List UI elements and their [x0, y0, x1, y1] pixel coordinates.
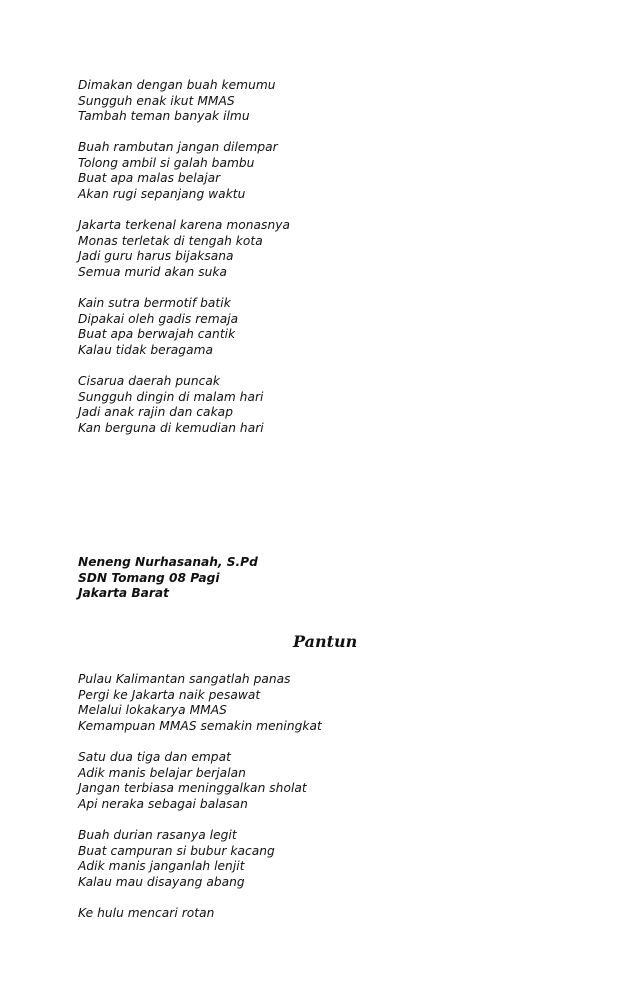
poem-line: Kalau tidak beragama [78, 342, 214, 357]
poem-line: Buah durian rasanya legit [78, 828, 237, 842]
poem-line: Akan rugi sepanjang waktu [78, 186, 246, 201]
page-title: Pantun [293, 632, 358, 651]
stanza-4 [78, 296, 578, 358]
stanza-3 [78, 218, 578, 280]
poem-line: Pulau Kalimantan sangatlah panas [78, 672, 291, 686]
poem-line: Buat apa malas belajar [78, 171, 221, 186]
stanza-1 [78, 78, 578, 125]
poem-line: Adik manis janganlah lenjit [78, 859, 245, 874]
poem-line: Jadi anak rajin dan cakap [78, 405, 233, 420]
stanza-6 [78, 672, 578, 734]
stanza-7 [78, 750, 578, 812]
poem-line: Tolong ambil si galah bambu [78, 155, 255, 170]
poem-line: Api neraka sebagai balasan [78, 796, 248, 811]
author-name: Neneng Nurhasanah, S.Pd [78, 555, 258, 569]
poem-line: Pergi ke Jakarta naik pesawat [78, 687, 261, 702]
stanza-8 [78, 828, 578, 890]
stanza-5 [78, 374, 578, 436]
poem-line: Buat campuran si bubur kacang [78, 843, 275, 858]
poem-line: Semua murid akan suka [78, 264, 228, 279]
poem-line: Sungguh enak ikut MMAS [78, 93, 235, 108]
poem-line: Jangan terbiasa meninggalkan sholat [78, 781, 307, 796]
poem-line: Ke hulu mencari rotan [78, 906, 215, 920]
poem-line: Dipakai oleh gadis remaja [78, 311, 239, 326]
poem-line: Cisarua daerah puncak [78, 374, 221, 388]
poem-line: Monas terletak di tengah kota [78, 233, 263, 248]
poem-line: Kain sutra bermotif batik [78, 296, 231, 310]
poem-line: Buah rambutan jangan dilempar [78, 140, 278, 154]
poem-line: Kemampuan MMAS semakin meningkat [78, 718, 322, 733]
stanza-9 [78, 906, 578, 922]
poem-line: Jadi guru harus bijaksana [78, 249, 234, 264]
poem-line: Satu dua tiga dan empat [78, 750, 231, 764]
author-school: SDN Tomang 08 Pagi [78, 570, 220, 585]
poem-line: Tambah teman banyak ilmu [78, 109, 250, 124]
poem-line: Kalau mau disayang abang [78, 874, 245, 889]
poem-line: Buat apa berwajah cantik [78, 327, 236, 342]
poem-line: Adik manis belajar berjalan [78, 765, 246, 780]
author-city: Jakarta Barat [78, 586, 169, 601]
poem-line: Sungguh dingin di malam hari [78, 389, 264, 404]
poem-line: Kan berguna di kemudian hari [78, 420, 264, 435]
poem-line: Dimakan dengan buah kemumu [78, 78, 276, 92]
author-block [78, 555, 258, 602]
poem-line: Melalui lokakarya MMAS [78, 703, 227, 718]
poem-line: Jakarta terkenal karena monasnya [78, 218, 290, 232]
stanza-2 [78, 140, 578, 202]
